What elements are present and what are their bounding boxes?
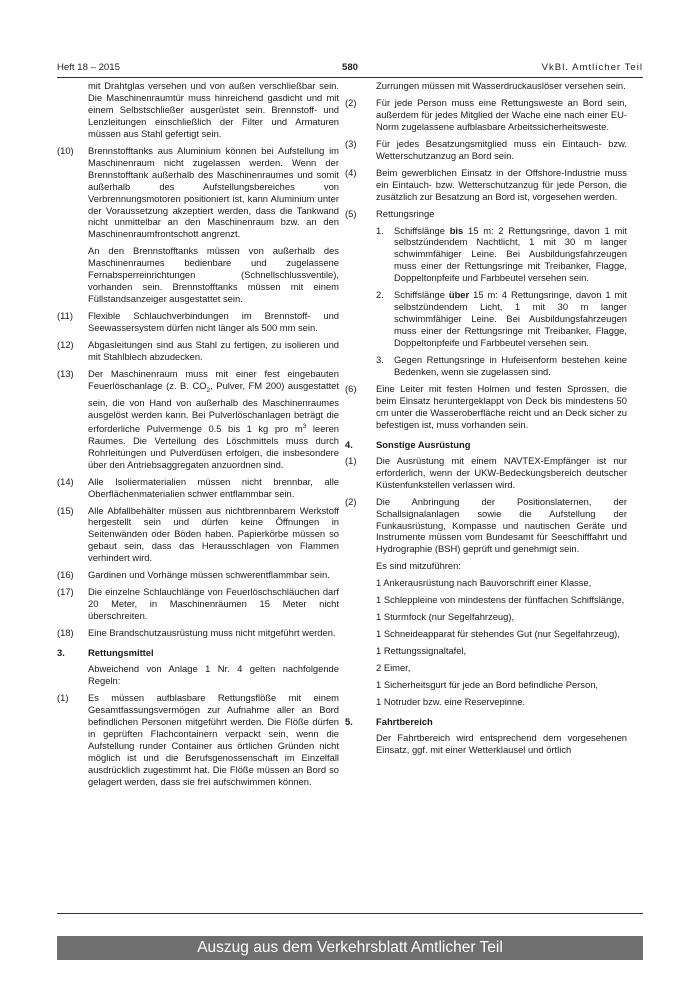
list-item-2 xyxy=(345,97,627,133)
item-number: (16) xyxy=(57,569,74,581)
equipment-line: 1 Notruder bzw. eine Reservepinne. xyxy=(376,695,526,707)
section-heading-fahrtbereich xyxy=(345,716,627,728)
equipment-line: 1 Ankerausrüstung nach Bauvorschrift einer Klasse, xyxy=(376,577,592,589)
item-number: (2) xyxy=(345,96,357,108)
list-item-11 xyxy=(57,310,339,334)
section-number: 4. xyxy=(345,438,353,450)
page-header xyxy=(57,62,643,78)
item-number: (3) xyxy=(345,137,357,149)
sub-text xyxy=(394,289,627,349)
item-number: (1) xyxy=(345,454,357,466)
item-number: (11) xyxy=(57,310,73,322)
continued-paragraph: mit Drahtglas versehen und von außen verschließbar sein. Die Maschinenraumtür muss hinreichend gasdicht und mit einem Selbstschließer ausgerüstet sein. Brennstoff- und Lenzleitungen einschließlich der Filter und Armaturen müssen aus Stahl gefertigt sein. xyxy=(88,80,339,139)
left-column xyxy=(57,80,339,793)
publication-label: VkBl. Amtlicher Teil xyxy=(541,62,643,73)
item-text xyxy=(88,368,339,471)
list-item-4 xyxy=(345,167,627,203)
footer-rule xyxy=(57,913,643,914)
item-text-part: , Pulver, FM 200) ausgestattet sein, die von Hand von außerhalb des Maschinenraumes ausgelöst werden kann. Bei Pulverlöschanlagen beträgt die erforderliche Pulvermenge 0.5 bis 1 kg pro m xyxy=(88,379,340,434)
list-item-14 xyxy=(57,476,339,500)
right-column xyxy=(345,80,627,761)
section-title: Fahrtbereich xyxy=(376,715,433,727)
list-item-16 xyxy=(57,569,339,581)
item-text: Beim gewerblichen Einsatz in der Offshore-Industrie muss ein Eintauch- bzw. Wetterschutzanzug für jede Person, die zusätzlich zur Besatzung an Bord ist, vorgesehen werden. xyxy=(376,166,627,202)
item-number: (1) xyxy=(57,691,69,703)
emphasis: bis xyxy=(449,224,464,236)
continued-paragraph: Zurrungen müssen mit Wasserdruckauslöser versehen sein. xyxy=(376,80,626,91)
item-text-part: Der Maschinenraum muss mit einer fest eingebauten Feuerlöschanlage (z. B. CO xyxy=(88,367,339,391)
equipment-intro: Es sind mitzuführen: xyxy=(376,560,461,572)
sub-text-part: 15 m: 2 Rettungsringe, davon 1 mit selbstzündendem Nachtlicht, 1 mit 30 m langer schwimmfähiger Leine. Bei Ausbildungsfahrzeugen muss einer der Rettungsringe mit Treibanker, Flagge, Doppeltonpfeife und Farbbeutel versehen sein. xyxy=(394,224,627,284)
list-item-15 xyxy=(57,505,339,565)
item-text-part: leeren Raumes. Die Verteilung des Löschmittels muss durch Rohrleitungen und Pulverdüsen erfolgen, die insbesondere über den Antriebsaggregaten anzuordnen sind. xyxy=(88,422,339,470)
list-item-1 xyxy=(345,455,627,491)
sub-text: Gegen Rettungsringe in Hufeisenform bestehen keine Bedenken, wenn sie zugelassen sind. xyxy=(394,354,627,378)
section-number: 5. xyxy=(345,715,353,727)
section-number: 3. xyxy=(57,647,65,659)
sub-text xyxy=(394,225,627,285)
subscript: 2 xyxy=(206,386,211,394)
item-10-paragraph: An den Brennstofftanks müssen von außerhalb des Maschinenraumes bedienbare und zugelassene Fernabsperreinrichtungen (Schnellschlussventile), vorhanden sein. Brennstofftanks müssen mit einem Füllstandsanzeiger ausgestattet sein. xyxy=(88,245,339,305)
item-number: (15) xyxy=(57,504,74,516)
equipment-line: 1 Sturmfock (nur Segelfahrzeug), xyxy=(376,611,515,623)
section-heading-sonstige-ausruestung xyxy=(345,439,627,451)
item-number: (14) xyxy=(57,475,74,487)
equipment-line: 1 Sicherheitsgurt für jede an Bord befindliche Person, xyxy=(376,679,599,691)
item-text: Eine Leiter mit festen Holmen und festen Sprossen, die beim Einsatz heruntergeklappt von Deck bis mindestens 50 cm unter die Wasseroberfläche reicht und an Deck sicher zu befestigen ist, muss vorhanden sein. xyxy=(376,382,627,430)
sublist-item-3 xyxy=(376,354,627,378)
item-number: (12) xyxy=(57,339,74,351)
section-title: Rettungsmittel xyxy=(88,647,154,659)
sub-number: 1. xyxy=(376,224,384,236)
list-item-10 xyxy=(57,145,339,241)
superscript: 3 xyxy=(302,422,307,430)
item-text: Gardinen und Vorhänge müssen schwerentflammbar sein. xyxy=(88,569,330,581)
issue-label: Heft 18 – 2015 xyxy=(57,62,120,73)
list-item-2 xyxy=(345,496,627,556)
list-item-6 xyxy=(345,383,627,431)
sub-text-part: 15 m: 4 Rettungsringe, davon 1 mit selbstzündendem Licht, 1 mit 30 m langer schwimmfähiger Leine. Bei Ausbildungsfahrzeugen muss einer der Rettungsringe mit Treibanker, Flagge, Doppeltonpfeife und Farbbeutel versehen sein. xyxy=(394,289,627,349)
item-text: Es müssen aufblasbare Rettungsflöße mit einem Gesamtfassungsvermögen zur Aufnahme aller an Bord befindlichen Personen mitgeführt werden. Die Flöße dürfen in geprüften Flachcontainern verpackt sein, wenn die Aufstellung runder Container aus örtlichen Gründen nicht möglich ist und die Berufsgenossenschaft im Einzelfall ausdrücklich zugestimmt hat. Die Flöße müssen an Bord so gelagert werden, dass sie frei aufschwimmen können. xyxy=(88,691,339,787)
item-text: Eine Brandschutzausrüstung muss nicht mitgeführt werden. xyxy=(88,627,336,639)
equipment-line: 1 Rettungssignaltafel, xyxy=(376,645,467,657)
item-text: Für jede Person muss eine Rettungsweste an Bord sein, außerdem für jedes Mitglied der Wache eine nach einer EU-Norm zugelassene aufblasbare Arbeitssicherheitsweste. xyxy=(376,96,627,132)
item-text: Rettungsringe xyxy=(376,207,435,219)
item-number: (17) xyxy=(57,586,74,598)
item-text: Die Anbringung der Positionslaternen, der Schallsignalanlagen sowie die Aufstellung der Funkausrüstung, Kompasse und nautischen Geräte und Instrumente müssen vom Bundesamt für Seeschifffahrt und Hydrographie (BSH) geprüft und genehmigt sein. xyxy=(376,495,627,555)
sub-number: 2. xyxy=(376,289,384,301)
header-rule xyxy=(57,77,643,78)
sub-number: 3. xyxy=(376,354,384,366)
footer-banner: Auszug aus dem Verkehrsblatt Amtlicher Teil xyxy=(57,936,643,960)
item-text: Abgasleitungen sind aus Stahl zu fertigen, zu isolieren und mit Stahlblech abzudecken. xyxy=(88,339,339,363)
list-item-1 xyxy=(57,692,339,788)
item-number: (5) xyxy=(345,207,357,219)
equipment-line: 2 Eimer, xyxy=(376,662,411,674)
rettungsringe-list xyxy=(345,225,627,378)
item-number: (4) xyxy=(345,166,357,178)
item-text: Alle Abfallbehälter müssen aus nichtbrennbarem Werkstoff hergestellt sein und dürfen keine Öffnungen in Seitenwänden oder Böden haben. Papierkörbe müssen so gebaut sein, dass das Herausschlagen von Flammen verhindert wird. xyxy=(88,504,339,564)
item-number: (6) xyxy=(345,382,357,394)
sub-text-part: Schiffslänge xyxy=(394,224,450,236)
section-heading-rettungsmittel xyxy=(57,647,339,659)
section-title: Sonstige Ausrüstung xyxy=(376,438,471,450)
page-number: 580 xyxy=(341,62,358,73)
item-text: Die Ausrüstung mit einem NAVTEX-Empfänger ist nur erforderlich, wenn der UKW-Bedeckungsbereich deutscher Küstenfunkstellen verlassen wird. xyxy=(376,454,627,490)
equipment-line: 1 Schleppleine von mindestens der fünffachen Schiffslänge, xyxy=(376,594,625,606)
item-text: Die einzelne Schlauchlänge von Feuerlöschschläuchen darf 20 Meter, in Maschinenräumen 15 Meter nicht überschreiten. xyxy=(88,586,339,622)
sub-text-part: Schiffslänge xyxy=(394,289,449,301)
item-text: Brennstofftanks aus Aluminium können bei Aufstellung im Maschinenraum nicht zugelassen werden. Wenn der Brennstofftank außerhalb des Maschinenraumes und somit außerhalb des Aufstellungsbereiches von Verbrennungsmotoren positioniert ist, kann Aluminium unter der Voraussetzung akzeptiert werden, dass die Tankwand nicht unmittelbar an den Maschinenraum bzw. an den Maschinenraumfrontschott angrenzt. xyxy=(88,144,339,240)
item-number: (10) xyxy=(57,144,74,156)
list-item-3 xyxy=(345,138,627,162)
list-item-18 xyxy=(57,627,339,639)
item-text: Flexible Schlauchverbindungen im Brennstoff- und Seewassersystem dürfen nicht länger als 500 mm sein. xyxy=(88,310,339,334)
section-intro: Abweichend von Anlage 1 Nr. 4 gelten nachfolgende Regeln: xyxy=(88,662,339,686)
item-number: (13) xyxy=(57,367,74,379)
sublist-item-1 xyxy=(376,225,627,285)
list-item-5 xyxy=(345,208,627,220)
list-item-12 xyxy=(57,339,339,363)
item-text: Alle Isoliermaterialien müssen nicht brennbar, alle Oberflächenmaterialien schwer entflammbar sein. xyxy=(88,475,339,499)
emphasis: über xyxy=(448,289,470,301)
section-text: Der Fahrtbereich wird entsprechend dem vorgesehenen Einsatz, ggf. mit einer Wetterklausel und örtlich xyxy=(376,731,627,755)
list-item-13 xyxy=(57,368,339,471)
item-number: (18) xyxy=(57,627,74,639)
list-item-17 xyxy=(57,586,339,622)
equipment-line: 1 Schneideapparat für stehendes Gut (nur Segelfahrzeug), xyxy=(376,628,620,640)
item-number: (2) xyxy=(345,495,357,507)
sublist-item-2 xyxy=(376,289,627,349)
item-text: Für jedes Besatzungsmitglied muss ein Eintauch- bzw. Wetterschutzanzug an Bord sein. xyxy=(376,137,627,161)
